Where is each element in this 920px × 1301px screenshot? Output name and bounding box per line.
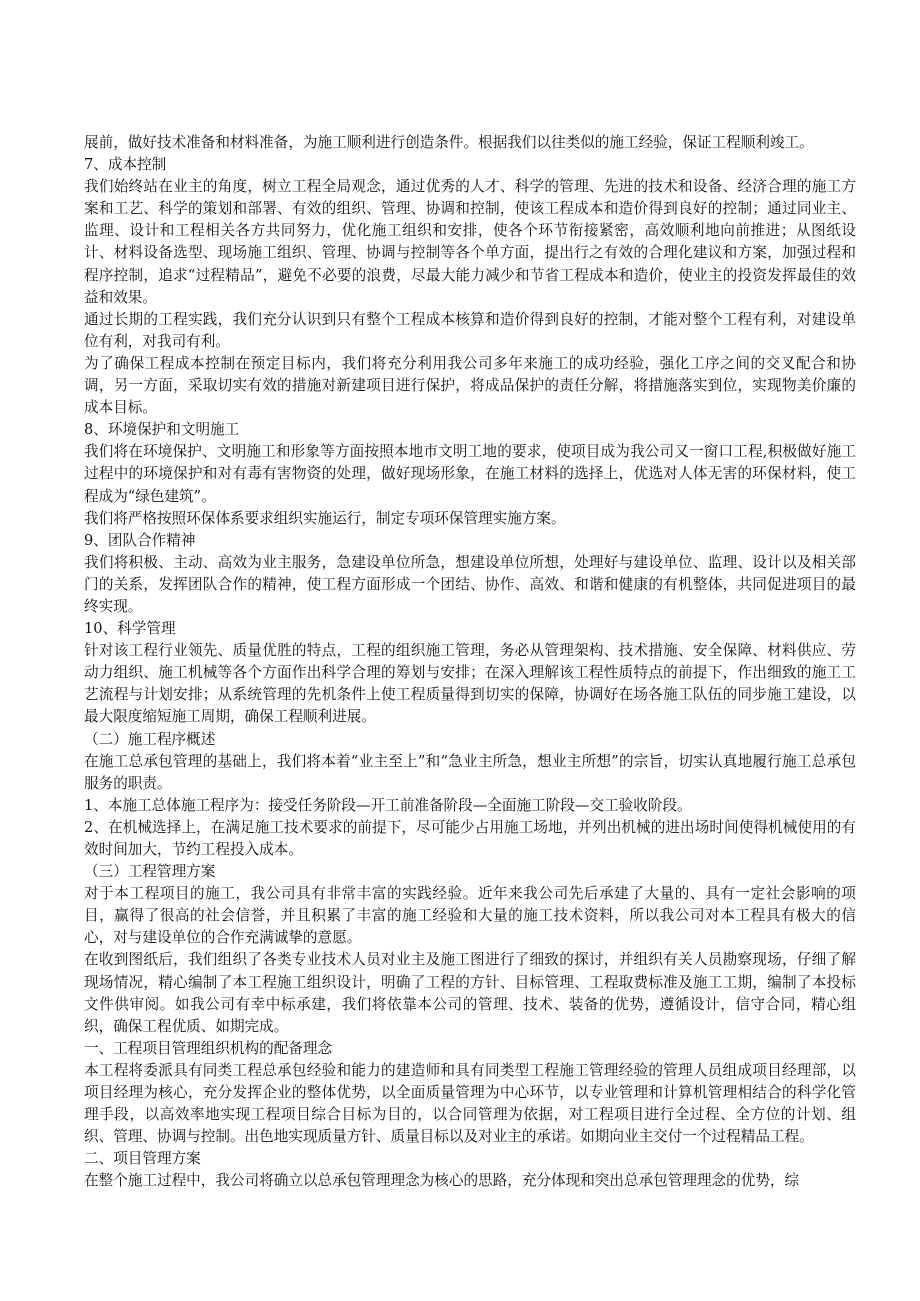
paragraph: 在整个施工过程中，我公司将确立以总承包管理理念为核心的思路，充分体现和突出总承包管理理念的优势，综 [84,1172,800,1190]
section-heading-teamwork: 9、团队合作精神 [84,531,196,549]
paragraph: 我们将严格按照环保体系要求组织实施运行，制定专项环保管理实施方案。 [84,509,566,527]
paragraph: 我们始终站在业主的角度，树立工程全局观念，通过优秀的人才、科学的管理、先进的技术和设备、经济合理的施工方案和工艺、科学的策划和部署、有效的组织、管理、协调和控制，使该工程成本和造价得到良好的控制；通过同业主、监理、设计和工程相关各方共同努力，优化施工组织和安排，使各个环节衔接紧密，高效顺利地向前推进；从图纸设计、材料设备选型、现场施工组织、管理、协调与控制等各个单方面，提出行之有效的合理化建议和方案，加强过程和程序控制，追求“过程精品”，避免不必要的浪费，尽最大能力减少和节省工程成本和造价，使业主的投资发挥最佳的效益和效果。 [84,178,856,306]
section-heading-organization: 一、工程项目管理组织机构的配备理念 [84,1039,333,1057]
paragraph: 1、本施工总体施工程序为：接受任务阶段—开工前准备阶段—全面施工阶段—交工验收阶段。 [84,796,692,814]
section-heading-procedure-overview: （二）施工程序概述 [84,730,216,748]
paragraph: 在施工总承包管理的基础上，我们将本着“业主至上”和“急业主所急，想业主所想”的宗旨，切实认真地履行施工总承包服务的职责。 [84,752,856,792]
paragraph: 为了确保工程成本控制在预定目标内，我们将充分利用我公司多年来施工的成功经验，强化工序之间的交叉配合和协调，另一方面，采取切实有效的措施对新建项目进行保护，将成品保护的责任分解，将措施落实到位，实现物美价廉的成本目标。 [84,354,856,417]
paragraph: 我们将在环境保护、文明施工和形象等方面按照本地市文明工地的要求，使项目成为我公司又一窗口工程,积极做好施工过程中的环境保护和对有毒有害物资的处理，做好现场形象，在施工材料的选择上，优选对人体无害的环保材料，使工程成为“绿色建筑”。 [84,443,856,505]
paragraph: 2、在机械选择上，在满足施工技术要求的前提下，尽可能少占用施工场地，并列出机械的进出场时间使得机械使用的有效时间加大，节约工程投入成本。 [84,818,856,858]
paragraph: 对于本工程项目的施工，我公司具有非常丰富的实践经验。近年来我公司先后承建了大量的、具有一定社会影响的项目，赢得了很高的社会信誉，并且积累了丰富的施工经验和大量的施工技术资料，所以我公司对本工程具有极大的信心，对与建设单位的合作充满诚挚的意愿。 [84,885,856,947]
section-heading-scientific-management: 10、科学管理 [84,620,176,638]
paragraph: 针对该工程行业领先、质量优胜的特点，工程的组织施工管理，务必从管理架构、技术措施、安全保障、材料供应、劳动力组织、施工机械等各个方面作出科学合理的筹划与安排；在深入理解该工程性质特点的前提下，作出细致的施工工艺流程与计划安排；从系统管理的先机条件上使工程质量得到切实的保障，协调好在场各施工队伍的同步施工建设，以最大限度缩短施工周期，确保工程顺利进展。 [84,642,856,726]
section-heading-environment: 8、环境保护和文明施工 [84,421,240,439]
paragraph: 通过长期的工程实践，我们充分认识到只有整个工程成本核算和造价得到良好的控制，才能对整个工程有利，对建设单位有利，对我司有利。 [84,310,856,350]
section-heading-cost-control: 7、成本控制 [84,156,167,174]
paragraph: 我们将积极、主动、高效为业主服务，急建设单位所急，想建设单位所想，处理好与建设单位、监理、设计以及相关部门的关系，发挥团队合作的精神，使工程方面形成一个团结、协作、高效、和谐和健康的有机整体，共同促进项目的最终实现。 [84,553,856,615]
paragraph: 本工程将委派具有同类工程总承包经验和能力的建造师和具有同类型工程施工管理经验的管理人员组成项目经理部，以项目经理为核心，充分发挥企业的整体优势，以全面质量管理为中心环节，以专业管理和计算机管理相结合的科学化管理手段，以高效率地实现工程项目综合目标为目的，以合同管理为依据，对工程项目进行全过程、全方位的计划、组织、管理、协调与控制。出色地实现质量方针、质量目标以及对业主的承诺。如期向业主交付一个过程精品工程。 [84,1061,856,1146]
section-heading-project-plan: 二、项目管理方案 [84,1150,201,1168]
paragraph: 在收到图纸后，我们组织了各类专业技术人员对业主及施工图进行了细致的探讨，并组织有关人员勘察现场，仔细了解现场情况，精心编制了本工程施工组织设计，明确了工程的方针、目标管理、工程取费标准及施工工期，编制了本投标文件供审阅。如我公司有幸中标承建，我们将依靠本公司的管理、技术、装备的优势，遵循设计，信守合同，精心组织，确保工程优质、如期完成。 [84,951,856,1035]
document-body [84,132,856,1193]
paragraph: 展前，做好技术准备和材料准备，为施工顺利进行创造条件。根据我们以往类似的施工经验，保证工程顺利竣工。 [84,134,814,151]
section-heading-management-plan: （三）工程管理方案 [84,863,216,881]
